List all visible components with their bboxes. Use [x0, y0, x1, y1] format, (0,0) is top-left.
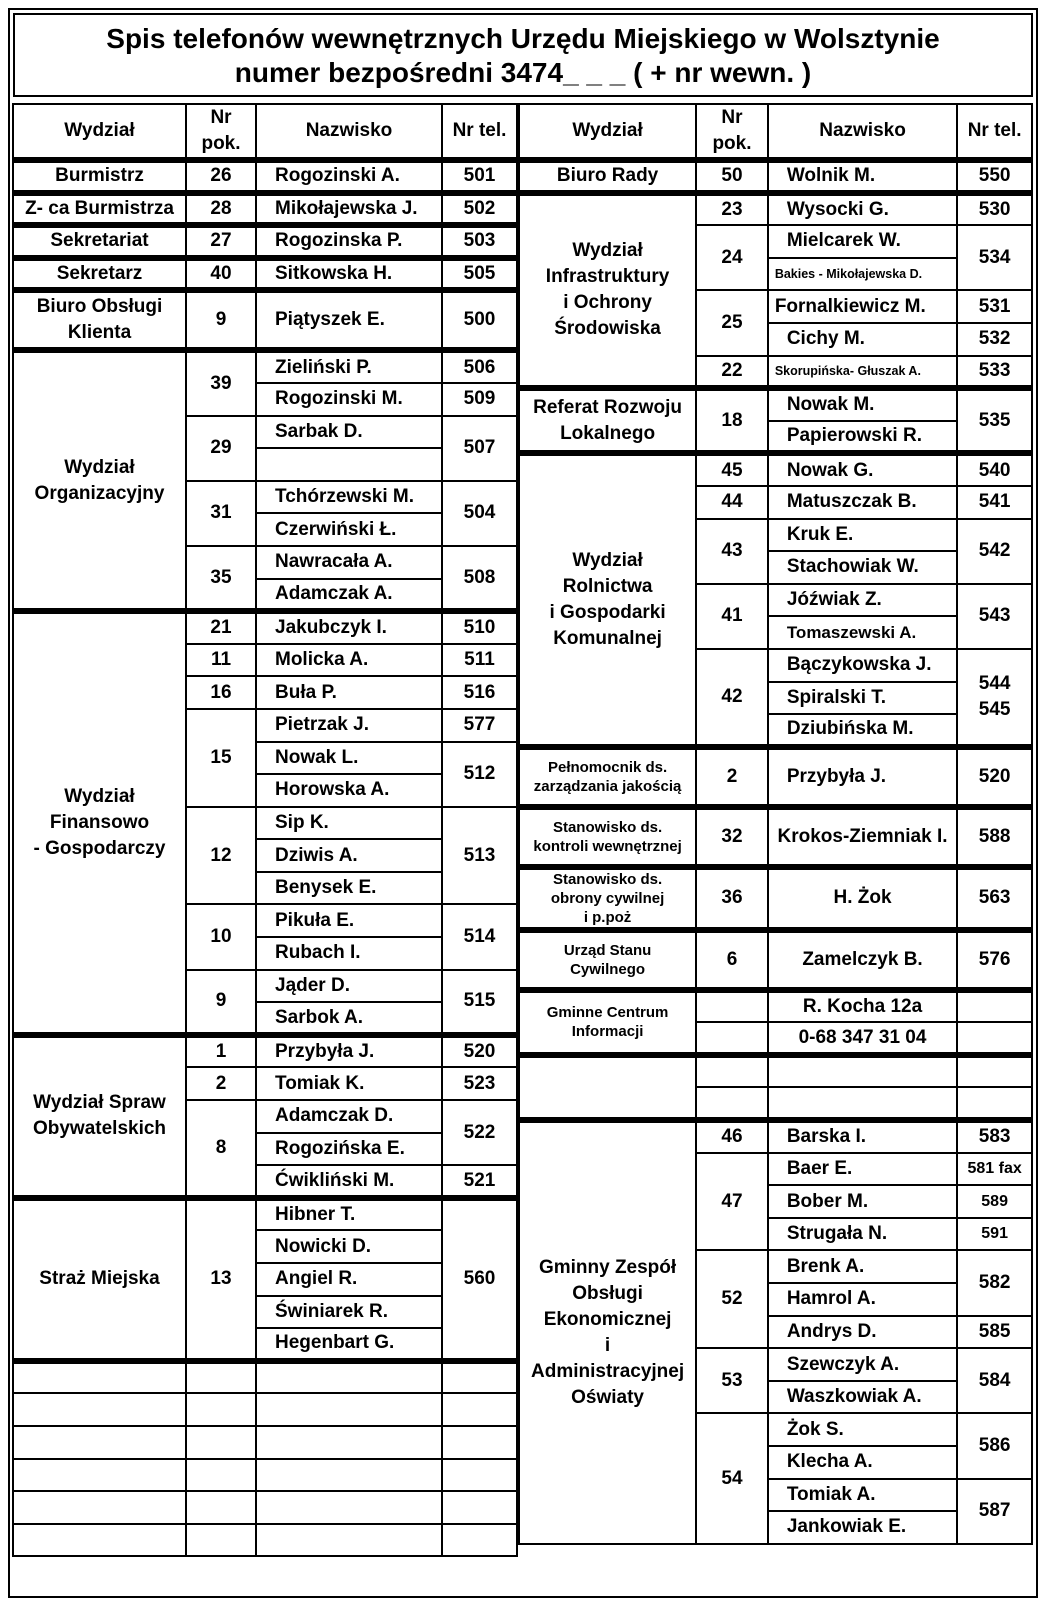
name-cell: Nowak L. [256, 742, 442, 775]
phone-cell: 531 [957, 290, 1032, 323]
room-cell: 27 [186, 225, 256, 258]
department-cell: Burmistrz [13, 160, 186, 193]
phone-cell: 586 [957, 1413, 1032, 1478]
phone-cell: 583 [957, 1120, 1032, 1153]
phone-cell: 520 [957, 747, 1032, 807]
phone-cell: 576 [957, 930, 1032, 990]
phone-cell: 512 [442, 742, 517, 807]
phone-cell: 577 [442, 709, 517, 742]
room-cell: 16 [186, 676, 256, 709]
name-cell: Barska I. [768, 1120, 957, 1153]
phone-cell: 530 [957, 193, 1032, 226]
name-cell: Tchórzewski M. [256, 481, 442, 514]
name-cell: Piątyszek E. [256, 290, 442, 350]
department-cell: Stanowisko ds. kontroli wewnętrznej [519, 807, 696, 867]
department-cell: Wydział Infrastruktury i Ochrony Środowiska [519, 193, 696, 389]
header-room: Nr pok. [696, 104, 768, 160]
name-cell: Horowska A. [256, 774, 442, 807]
room-cell: 12 [186, 807, 256, 905]
phone-number-cell: 0-68 347 31 04 [768, 1022, 957, 1055]
room-cell: 15 [186, 709, 256, 807]
room-cell: 39 [186, 350, 256, 415]
phone-cell: 589 [957, 1185, 1032, 1218]
name-cell: Strugała N. [768, 1218, 957, 1251]
empty-row [519, 1055, 1032, 1088]
title-line-2: numer bezpośredni 3474_ _ _ ( + nr wewn. ) [234, 57, 812, 88]
phone-cell: 540 [957, 453, 1032, 486]
room-cell: 8 [186, 1100, 256, 1198]
name-cell: Pietrzak J. [256, 709, 442, 742]
name-cell: Cichy M. [768, 323, 957, 356]
table-row [13, 225, 517, 258]
name-cell: Molicka A. [256, 644, 442, 677]
phone-cell: 504 [442, 481, 517, 546]
room-cell: 52 [696, 1250, 768, 1348]
phone-cell: 520 [442, 1035, 517, 1068]
table-row [13, 350, 517, 383]
name-cell: Zieliński P. [256, 350, 442, 383]
name-cell: Adamczak A. [256, 579, 442, 612]
header-department: Wydział [519, 104, 696, 160]
name-cell: Spiralski T. [768, 682, 957, 715]
name-cell-empty [256, 448, 442, 481]
room-cell: 54 [696, 1413, 768, 1543]
room-cell: 13 [186, 1198, 256, 1361]
name-cell: Benysek E. [256, 872, 442, 905]
phone-cell: 521 [442, 1165, 517, 1198]
table-row [519, 807, 1032, 867]
phone-cell: 515 [442, 970, 517, 1035]
name-cell: Przybyła J. [256, 1035, 442, 1068]
room-cell: 31 [186, 481, 256, 546]
name-cell: Wolnik M. [768, 160, 957, 193]
room-cell: 35 [186, 546, 256, 611]
phone-cell: 514 [442, 904, 517, 969]
name-cell: Kruk E. [768, 519, 957, 552]
room-cell: 9 [186, 970, 256, 1035]
table-row [13, 258, 517, 291]
department-cell: Gminny Zespół Obsługi Ekonomicznej i Administracyjnej Oświaty [519, 1120, 696, 1544]
name-cell: Zamelczyk B. [768, 930, 957, 990]
room-cell: 45 [696, 453, 768, 486]
name-cell: Nawracała A. [256, 546, 442, 579]
phone-cell: 563 [957, 867, 1032, 930]
department-cell: Z- ca Burmistrza [13, 193, 186, 226]
name-cell: Stachowiak W. [768, 551, 957, 584]
phone-cell: 509 [442, 383, 517, 416]
department-cell: Straż Miejska [13, 1198, 186, 1361]
phone-cell: 532 [957, 323, 1032, 356]
phone-cell: 544 545 [957, 649, 1032, 747]
name-cell: Hibner T. [256, 1198, 442, 1231]
name-cell: Baer E. [768, 1153, 957, 1186]
department-cell: Sekretarz [13, 258, 186, 291]
name-cell: Skorupińska- Głuszak A. [768, 356, 957, 389]
table-row [519, 1120, 1032, 1153]
name-cell: Rogozinski A. [256, 160, 442, 193]
phone-cell: 513 [442, 807, 517, 905]
name-cell: Brenk A. [768, 1250, 957, 1283]
name-cell: Sarbok A. [256, 1002, 442, 1035]
name-cell: Sitkowska H. [256, 258, 442, 291]
name-cell: Hegenbart G. [256, 1328, 442, 1361]
room-cell: 50 [696, 160, 768, 193]
phone-cell: 584 [957, 1348, 1032, 1413]
name-cell: Krokos-Ziemniak I. [768, 807, 957, 867]
phone-cell: 533 [957, 356, 1032, 389]
name-cell: Szewczyk A. [768, 1348, 957, 1381]
name-cell: Angiel R. [256, 1263, 442, 1296]
name-cell: Mikołajewska J. [256, 193, 442, 226]
empty-row [13, 1361, 517, 1394]
room-cell-empty [696, 1022, 768, 1055]
phone-cell: 588 [957, 807, 1032, 867]
name-cell: Matuszczak B. [768, 486, 957, 519]
room-cell: 21 [186, 611, 256, 644]
phone-cell: 507 [442, 416, 517, 481]
name-cell: Tomiak K. [256, 1067, 442, 1100]
department-cell: Stanowisko ds. obrony cywilnej i p.poż [519, 867, 696, 930]
address-cell: R. Kocha 12a [768, 990, 957, 1023]
name-cell: Hamrol A. [768, 1283, 957, 1316]
table-row [519, 388, 1032, 421]
room-cell: 9 [186, 290, 256, 350]
department-cell: Urząd Stanu Cywilnego [519, 930, 696, 990]
title-line-1: Spis telefonów wewnętrznych Urzędu Miejskiego w Wolsztynie [106, 23, 940, 54]
table-row [519, 867, 1032, 930]
room-cell: 22 [696, 356, 768, 389]
room-cell: 23 [696, 193, 768, 226]
phone-cell-empty [957, 1022, 1032, 1055]
department-cell: Gminne Centrum Informacji [519, 990, 696, 1055]
room-cell: 44 [696, 486, 768, 519]
phone-cell: 582 [957, 1250, 1032, 1315]
name-cell: Rogozinski M. [256, 383, 442, 416]
room-cell: 47 [696, 1153, 768, 1251]
room-cell: 11 [186, 644, 256, 677]
phone-cell: 542 [957, 519, 1032, 584]
empty-row [13, 1491, 517, 1524]
room-cell: 36 [696, 867, 768, 930]
table-row [519, 747, 1032, 807]
name-cell: Sip K. [256, 807, 442, 840]
department-cell: Sekretariat [13, 225, 186, 258]
name-cell: Jakubczyk I. [256, 611, 442, 644]
table-row [519, 160, 1032, 193]
phone-cell: 500 [442, 290, 517, 350]
room-cell: 42 [696, 649, 768, 747]
name-cell: Nowicki D. [256, 1230, 442, 1263]
phone-cell: 511 [442, 644, 517, 677]
department-cell: Wydział Finansowo - Gospodarczy [13, 611, 186, 1035]
room-cell: 29 [186, 416, 256, 481]
name-cell: Mielcarek W. [768, 225, 957, 258]
empty-row [13, 1524, 517, 1557]
phone-cell: 541 [957, 486, 1032, 519]
name-cell: Przybyła J. [768, 747, 957, 807]
phone-cell: 501 [442, 160, 517, 193]
header-name: Nazwisko [768, 104, 957, 160]
phone-cell: 585 [957, 1316, 1032, 1349]
empty-row [13, 1393, 517, 1426]
department-cell: Wydział Organizacyjny [13, 350, 186, 611]
name-cell: Dziubińska M. [768, 714, 957, 747]
header-phone: Nr tel. [442, 104, 517, 160]
table-row [13, 1198, 517, 1231]
table-row [519, 453, 1032, 486]
name-cell: Świniarek R. [256, 1296, 442, 1329]
name-cell: Jąder D. [256, 970, 442, 1003]
header-name: Nazwisko [256, 104, 442, 160]
empty-row [13, 1459, 517, 1492]
name-cell: Adamczak D. [256, 1100, 442, 1133]
phone-cell: 506 [442, 350, 517, 383]
room-cell: 18 [696, 388, 768, 453]
phone-cell: 591 [957, 1218, 1032, 1251]
name-cell: Jóźwiak Z. [768, 584, 957, 617]
name-cell: Wysocki G. [768, 193, 957, 226]
table-row [519, 930, 1032, 990]
room-cell: 2 [186, 1067, 256, 1100]
phone-cell: 535 [957, 388, 1032, 453]
name-cell: Rubach I. [256, 937, 442, 970]
name-cell: Sarbak D. [256, 416, 442, 449]
name-cell: Rogozińska E. [256, 1133, 442, 1166]
room-cell: 1 [186, 1035, 256, 1068]
department-cell: Pełnomocnik ds. zarządzania jakością [519, 747, 696, 807]
room-cell: 10 [186, 904, 256, 969]
phone-directory-document [8, 8, 1038, 1598]
table-row [13, 1035, 517, 1068]
room-cell: 2 [696, 747, 768, 807]
phone-cell: 534 [957, 225, 1032, 290]
right-directory-table [518, 103, 1033, 1545]
name-cell: Bączykowska J. [768, 649, 957, 682]
header-room: Nr pok. [186, 104, 256, 160]
name-cell: Tomaszewski A. [768, 616, 957, 649]
header-row [519, 104, 1032, 160]
phone-cell: 503 [442, 225, 517, 258]
department-cell: Biuro Obsługi Klienta [13, 290, 186, 350]
name-cell: Tomiak A. [768, 1479, 957, 1512]
room-cell-empty [696, 990, 768, 1023]
room-cell: 40 [186, 258, 256, 291]
table-row [13, 193, 517, 226]
room-cell: 24 [696, 225, 768, 290]
name-cell: Andrys D. [768, 1316, 957, 1349]
name-cell: Ćwikliński M. [256, 1165, 442, 1198]
phone-cell: 560 [442, 1198, 517, 1361]
phone-cell: 516 [442, 676, 517, 709]
room-cell: 53 [696, 1348, 768, 1413]
header-phone: Nr tel. [957, 104, 1032, 160]
phone-cell: 510 [442, 611, 517, 644]
name-cell: Bakies - Mikołajewska D. [768, 258, 957, 291]
name-cell: Rogozinska P. [256, 225, 442, 258]
room-cell: 43 [696, 519, 768, 584]
empty-row [13, 1426, 517, 1459]
room-cell: 46 [696, 1120, 768, 1153]
name-cell: H. Żok [768, 867, 957, 930]
table-row [13, 160, 517, 193]
phone-cell: 523 [442, 1067, 517, 1100]
name-cell: Fornalkiewicz M. [768, 290, 957, 323]
header-department: Wydział [13, 104, 186, 160]
department-cell: Wydział Rolnictwa i Gospodarki Komunalnej [519, 453, 696, 746]
left-directory-table [12, 103, 518, 1557]
name-cell: Waszkowiak A. [768, 1381, 957, 1414]
phone-cell: 550 [957, 160, 1032, 193]
room-cell: 6 [696, 930, 768, 990]
name-cell: Czerwiński Ł. [256, 513, 442, 546]
table-row [519, 193, 1032, 226]
phone-cell: 508 [442, 546, 517, 611]
phone-cell: 505 [442, 258, 517, 291]
table-row [519, 990, 1032, 1023]
room-cell: 28 [186, 193, 256, 226]
name-cell: Żok S. [768, 1413, 957, 1446]
table-row [13, 290, 517, 350]
phone-cell: 581 fax [957, 1153, 1032, 1186]
department-cell: Wydział Spraw Obywatelskich [13, 1035, 186, 1198]
name-cell: Papierowski R. [768, 421, 957, 454]
name-cell: Jankowiak E. [768, 1511, 957, 1544]
header-row [13, 104, 517, 160]
phone-cell-empty [957, 990, 1032, 1023]
room-cell: 32 [696, 807, 768, 867]
phone-cell: 587 [957, 1479, 1032, 1544]
phone-cell: 522 [442, 1100, 517, 1165]
name-cell: Buła P. [256, 676, 442, 709]
table-row [13, 611, 517, 644]
name-cell: Klecha A. [768, 1446, 957, 1479]
phone-cell: 543 [957, 584, 1032, 649]
name-cell: Bober M. [768, 1185, 957, 1218]
phone-cell: 502 [442, 193, 517, 226]
department-cell: Biuro Rady [519, 160, 696, 193]
department-cell: Referat Rozwoju Lokalnego [519, 388, 696, 453]
name-cell: Nowak M. [768, 388, 957, 421]
room-cell: 26 [186, 160, 256, 193]
document-title [13, 13, 1033, 97]
name-cell: Dziwis A. [256, 839, 442, 872]
room-cell: 25 [696, 290, 768, 355]
name-cell: Pikuła E. [256, 904, 442, 937]
room-cell: 41 [696, 584, 768, 649]
name-cell: Nowak G. [768, 453, 957, 486]
